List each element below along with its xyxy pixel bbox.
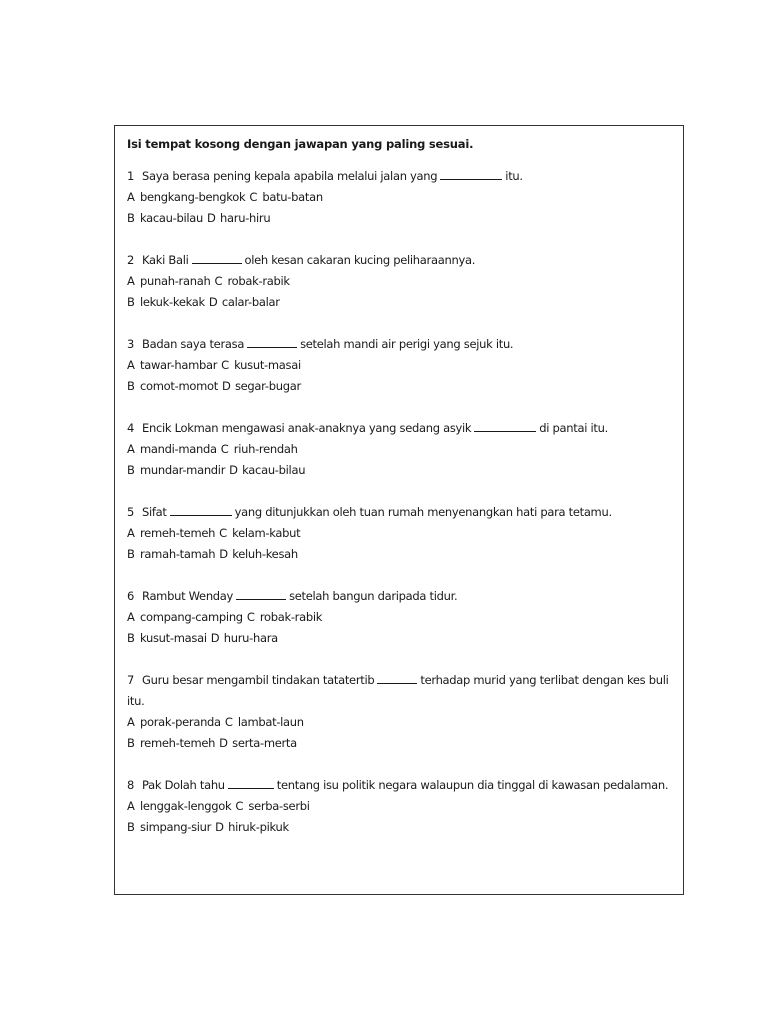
question-7 <box>127 670 671 754</box>
option-letter: A <box>127 526 135 540</box>
option-row <box>127 712 671 733</box>
question-list <box>127 166 671 838</box>
question-5 <box>127 502 671 565</box>
option-letter: A <box>127 358 135 372</box>
option-letter: D <box>215 820 224 834</box>
option-row <box>127 733 671 754</box>
question-8 <box>127 775 671 838</box>
option-text: porak-peranda <box>140 715 221 729</box>
question-1 <box>127 166 671 229</box>
question-stem-before: Kaki Bali <box>142 253 189 267</box>
option-row <box>127 460 671 481</box>
question-stem-before: Pak Dolah tahu <box>142 778 225 792</box>
question-text <box>127 670 671 712</box>
option-row <box>127 208 671 229</box>
option-text: mundar-mandir <box>140 463 226 477</box>
option-letter: C <box>224 715 233 729</box>
option-text: riuh-rendah <box>233 442 298 456</box>
option-text: kacau-bilau <box>242 463 306 477</box>
option-text: lambat-laun <box>237 715 304 729</box>
option-text: kusut-masai <box>140 631 207 645</box>
question-number: 3 <box>127 337 135 351</box>
option-letter: D <box>207 211 216 225</box>
option-row <box>127 607 671 628</box>
answer-blank <box>228 777 274 789</box>
option-letter: C <box>220 442 229 456</box>
question-2 <box>127 250 671 313</box>
question-stem-before: Badan saya terasa <box>142 337 245 351</box>
option-text: remeh-temeh <box>140 736 216 750</box>
question-number: 4 <box>127 421 135 435</box>
option-row <box>127 376 671 397</box>
option-text: remeh-temeh <box>140 526 216 540</box>
question-stem-before: Guru besar mengambil tindakan tatatertib <box>142 673 375 687</box>
option-letter: B <box>127 463 135 477</box>
option-row <box>127 292 671 313</box>
option-text: kusut-masai <box>234 358 301 372</box>
option-letter: C <box>221 358 229 372</box>
question-stem-after: yang ditunjukkan oleh tuan rumah menyenangkan hati para tetamu. <box>234 505 612 519</box>
option-letter: B <box>127 547 135 561</box>
option-row <box>127 796 671 817</box>
answer-blank <box>440 168 502 180</box>
question-text <box>127 586 671 607</box>
option-text: kacau-bilau <box>140 211 204 225</box>
question-text <box>127 775 671 796</box>
option-row <box>127 439 671 460</box>
instruction-heading: Isi tempat kosong dengan jawapan yang paling sesuai. <box>127 137 474 151</box>
option-text: simpang-siur <box>140 820 212 834</box>
option-text: comot-momot <box>140 379 218 393</box>
option-text: segar-bugar <box>234 379 301 393</box>
option-letter: D <box>229 463 238 477</box>
option-letter: A <box>127 715 135 729</box>
question-stem-after: setelah bangun daripada tidur. <box>289 589 458 603</box>
option-letter: A <box>127 274 135 288</box>
question-stem-after: tentang isu politik negara walaupun dia tinggal di kawasan pedalaman. <box>276 778 669 792</box>
option-letter: D <box>219 736 228 750</box>
option-text: robak-rabik <box>227 274 290 288</box>
question-6 <box>127 586 671 649</box>
option-letter: B <box>127 379 135 393</box>
question-number: 2 <box>127 253 135 267</box>
option-letter: B <box>127 631 135 645</box>
answer-blank <box>170 504 232 516</box>
question-stem-after: oleh kesan cakaran kucing peliharaannya. <box>244 253 476 267</box>
option-row <box>127 271 671 292</box>
option-letter: A <box>127 190 135 204</box>
option-text: serta-merta <box>232 736 297 750</box>
option-letter: D <box>221 379 231 393</box>
option-text: tawar-hambar <box>140 358 218 372</box>
question-stem-before: Rambut Wenday <box>142 589 234 603</box>
option-row <box>127 523 671 544</box>
option-letter: B <box>127 211 135 225</box>
question-text <box>127 166 671 187</box>
question-stem-after: setelah mandi air perigi yang sejuk itu. <box>300 337 514 351</box>
answer-blank <box>377 672 417 684</box>
option-letter: C <box>219 526 227 540</box>
question-text <box>127 334 671 355</box>
question-stem-before: Encik Lokman mengawasi anak-anaknya yang sedang asyik <box>142 421 472 435</box>
option-letter: B <box>127 820 135 834</box>
option-letter: A <box>127 610 135 624</box>
option-letter: C <box>249 190 258 204</box>
option-letter: D <box>208 295 218 309</box>
question-stem-before: Saya berasa pening kepala apabila melalui jalan yang <box>142 169 438 183</box>
option-text: batu-batan <box>262 190 323 204</box>
option-text: huru-hara <box>223 631 278 645</box>
option-text: compang-camping <box>140 610 243 624</box>
option-letter: A <box>127 442 135 456</box>
option-text: calar-balar <box>221 295 280 309</box>
answer-blank <box>192 252 242 264</box>
question-text <box>127 502 671 523</box>
option-text: serba-serbi <box>248 799 310 813</box>
option-letter: A <box>127 799 135 813</box>
question-number: 5 <box>127 505 135 519</box>
option-text: robak-rabik <box>259 610 323 624</box>
option-text: keluh-kesah <box>232 547 298 561</box>
option-text: ramah-tamah <box>140 547 216 561</box>
option-row <box>127 187 671 208</box>
option-text: lekuk-kekak <box>140 295 205 309</box>
question-stem-after: di pantai itu. <box>539 421 608 435</box>
question-stem-after: terhadap murid yang terlibat dengan kes buli itu. <box>127 673 669 708</box>
question-text <box>127 250 671 271</box>
question-stem-before: Sifat <box>142 505 167 519</box>
question-number: 8 <box>127 778 135 792</box>
question-number: 6 <box>127 589 135 603</box>
option-row <box>127 628 671 649</box>
option-letter: C <box>214 274 223 288</box>
question-number: 7 <box>127 673 135 687</box>
answer-blank <box>474 420 536 432</box>
option-text: mandi-manda <box>140 442 217 456</box>
question-stem-after: itu. <box>505 169 523 183</box>
option-text: hiruk-pikuk <box>228 820 289 834</box>
question-number: 1 <box>127 169 135 183</box>
option-row <box>127 817 671 838</box>
option-letter: C <box>246 610 255 624</box>
option-text: lenggak-lenggok <box>140 799 232 813</box>
option-text: kelam-kabut <box>232 526 301 540</box>
option-letter: D <box>210 631 220 645</box>
question-3 <box>127 334 671 397</box>
option-text: bengkang-bengkok <box>140 190 246 204</box>
option-row <box>127 355 671 376</box>
option-row <box>127 544 671 565</box>
question-text <box>127 418 671 439</box>
option-letter: B <box>127 736 135 750</box>
option-text: punah-ranah <box>140 274 211 288</box>
option-letter: C <box>235 799 244 813</box>
answer-blank <box>247 336 297 348</box>
question-4 <box>127 418 671 481</box>
worksheet <box>114 125 684 895</box>
option-text: haru-hiru <box>220 211 271 225</box>
answer-blank <box>236 588 286 600</box>
option-letter: D <box>219 547 228 561</box>
option-letter: B <box>127 295 135 309</box>
